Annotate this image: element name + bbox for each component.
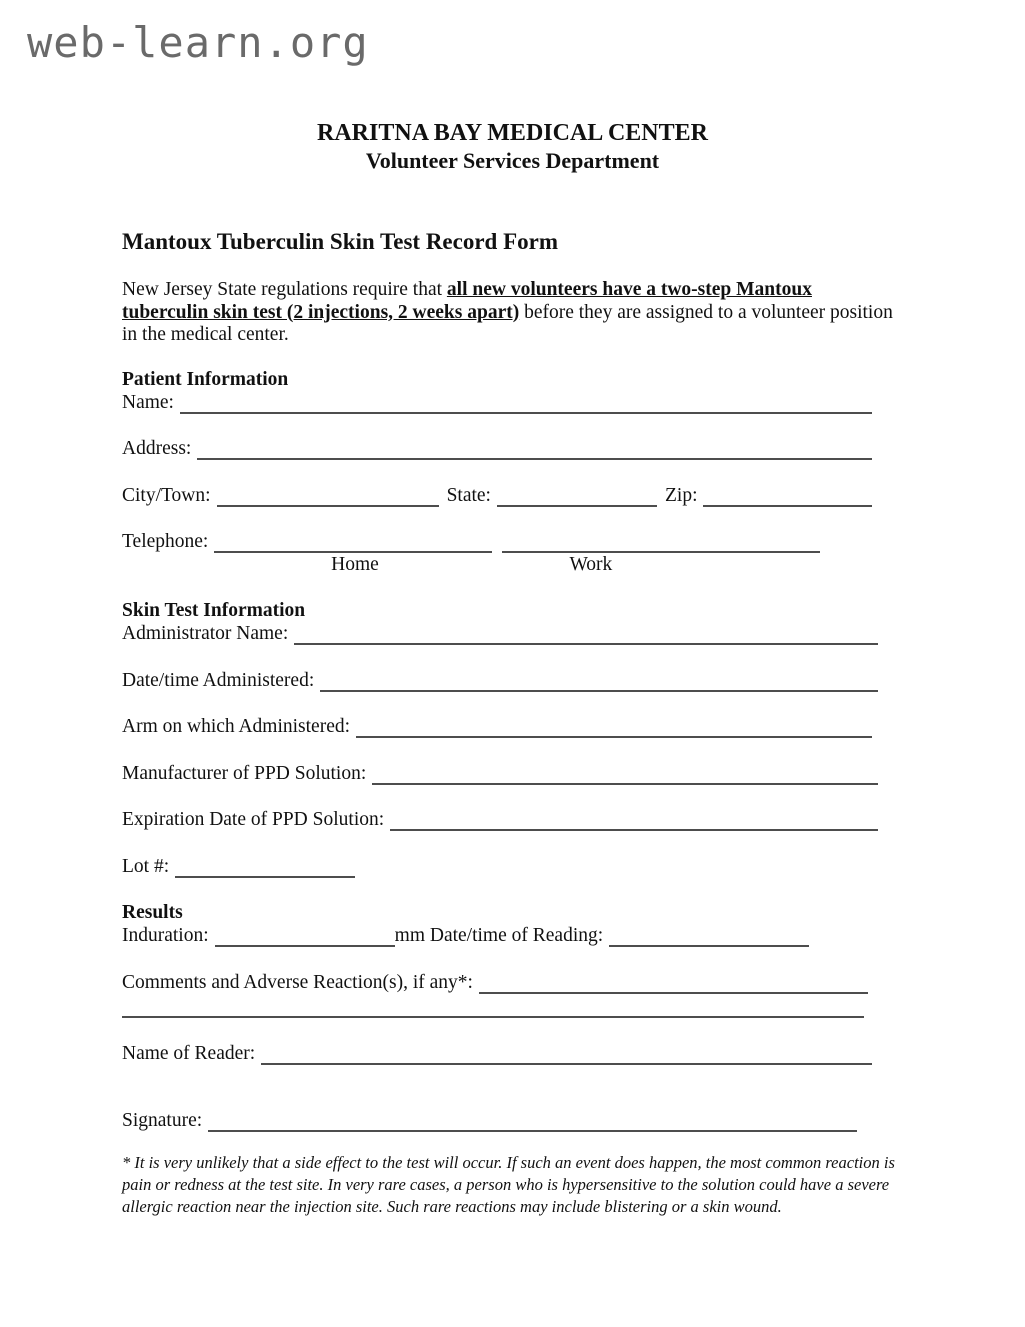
administrator-name-label: Administrator Name:	[122, 623, 289, 644]
arm-administered-row	[122, 715, 902, 738]
department-name: Volunteer Services Department	[365, 148, 660, 173]
signature-row	[122, 1109, 902, 1132]
arm-administered-input-line[interactable]	[356, 716, 872, 738]
telephone-label: Telephone:	[122, 531, 209, 552]
comments-input-line-2[interactable]	[122, 996, 864, 1018]
document-header	[0, 120, 1025, 174]
induration-label: Induration:	[122, 925, 209, 946]
manufacturer-label: Manufacturer of PPD Solution:	[122, 762, 367, 784]
name-input-line[interactable]	[180, 392, 872, 414]
telephone-row	[122, 530, 902, 553]
induration-input-line[interactable]	[215, 925, 395, 947]
telephone-work-input-line[interactable]	[502, 531, 820, 553]
intro-text-pre: New Jersey State regulations require that	[122, 279, 447, 300]
induration-row	[122, 924, 902, 947]
zip-label: Zip:	[664, 484, 698, 506]
form-content	[122, 228, 902, 1218]
form-title: Mantoux Tuberculin Skin Test Record Form	[122, 229, 559, 254]
intro-text-emphasis: all new volunteers have a two-step Mantoux tuberculin skin test (2 injections, 2 weeks apart)	[122, 279, 812, 323]
datetime-administered-label: Date/time Administered:	[122, 669, 315, 691]
reading-datetime-input-line[interactable]	[609, 925, 809, 947]
comments-continuation-row	[122, 996, 902, 1018]
telephone-captions	[122, 553, 902, 576]
section-heading-results: Results	[122, 902, 183, 923]
datetime-administered-input-line[interactable]	[320, 670, 878, 692]
manufacturer-row	[122, 762, 902, 785]
reader-name-row	[122, 1042, 902, 1065]
telephone-work-caption: Work	[569, 554, 613, 575]
watermark-logo: web-learn.org	[27, 18, 369, 67]
reader-name-label: Name of Reader:	[122, 1042, 256, 1064]
administrator-name-input-line[interactable]	[294, 623, 878, 645]
arm-administered-label: Arm on which Administered:	[122, 716, 351, 737]
reader-name-input-line[interactable]	[261, 1043, 872, 1065]
zip-input-line[interactable]	[703, 485, 872, 507]
state-label: State:	[446, 484, 491, 506]
manufacturer-input-line[interactable]	[372, 763, 878, 785]
induration-suffix-label: mm Date/time of Reading:	[394, 925, 604, 946]
section-heading-skin-test-information: Skin Test Information	[122, 600, 306, 621]
org-name: RARITNA BAY MEDICAL CENTER	[317, 120, 708, 146]
datetime-administered-row	[122, 669, 902, 692]
state-input-line[interactable]	[497, 485, 657, 507]
telephone-home-caption: Home	[331, 554, 379, 575]
lot-number-label: Lot #:	[122, 855, 170, 877]
name-row	[122, 391, 902, 414]
lot-number-input-line[interactable]	[175, 856, 355, 878]
administrator-name-row	[122, 622, 902, 645]
city-label: City/Town:	[122, 484, 211, 506]
lot-number-row	[122, 855, 902, 878]
side-effect-footnote: * It is very unlikely that a side effect to the test will occur. If such an event does happen, the most common reaction is pain or redness at the test site. In very rare cases, a person who is hypersensitive to the solution could have a severe allergic reaction near the injection site. Such rare reactions may include blistering or a skin wound.	[122, 1152, 895, 1216]
intro-text-post: before they are assigned to a volunteer position in the medical center.	[122, 301, 893, 345]
expiration-date-input-line[interactable]	[390, 809, 878, 831]
address-input-line[interactable]	[197, 438, 872, 460]
expiration-date-label: Expiration Date of PPD Solution:	[122, 809, 385, 830]
city-input-line[interactable]	[217, 485, 439, 507]
address-row	[122, 437, 902, 460]
name-label: Name:	[122, 391, 174, 413]
telephone-home-input-line[interactable]	[214, 531, 492, 553]
city-state-zip-row	[122, 484, 902, 507]
section-heading-patient-information: Patient Information	[122, 368, 289, 390]
signature-label: Signature:	[122, 1109, 203, 1131]
comments-input-line-1[interactable]	[479, 972, 868, 994]
expiration-date-row	[122, 808, 902, 831]
comments-row	[122, 971, 902, 994]
comments-label: Comments and Adverse Reaction(s), if any*:	[122, 971, 473, 993]
address-label: Address:	[122, 438, 192, 459]
intro-paragraph	[122, 279, 902, 347]
signature-input-line[interactable]	[208, 1110, 857, 1132]
